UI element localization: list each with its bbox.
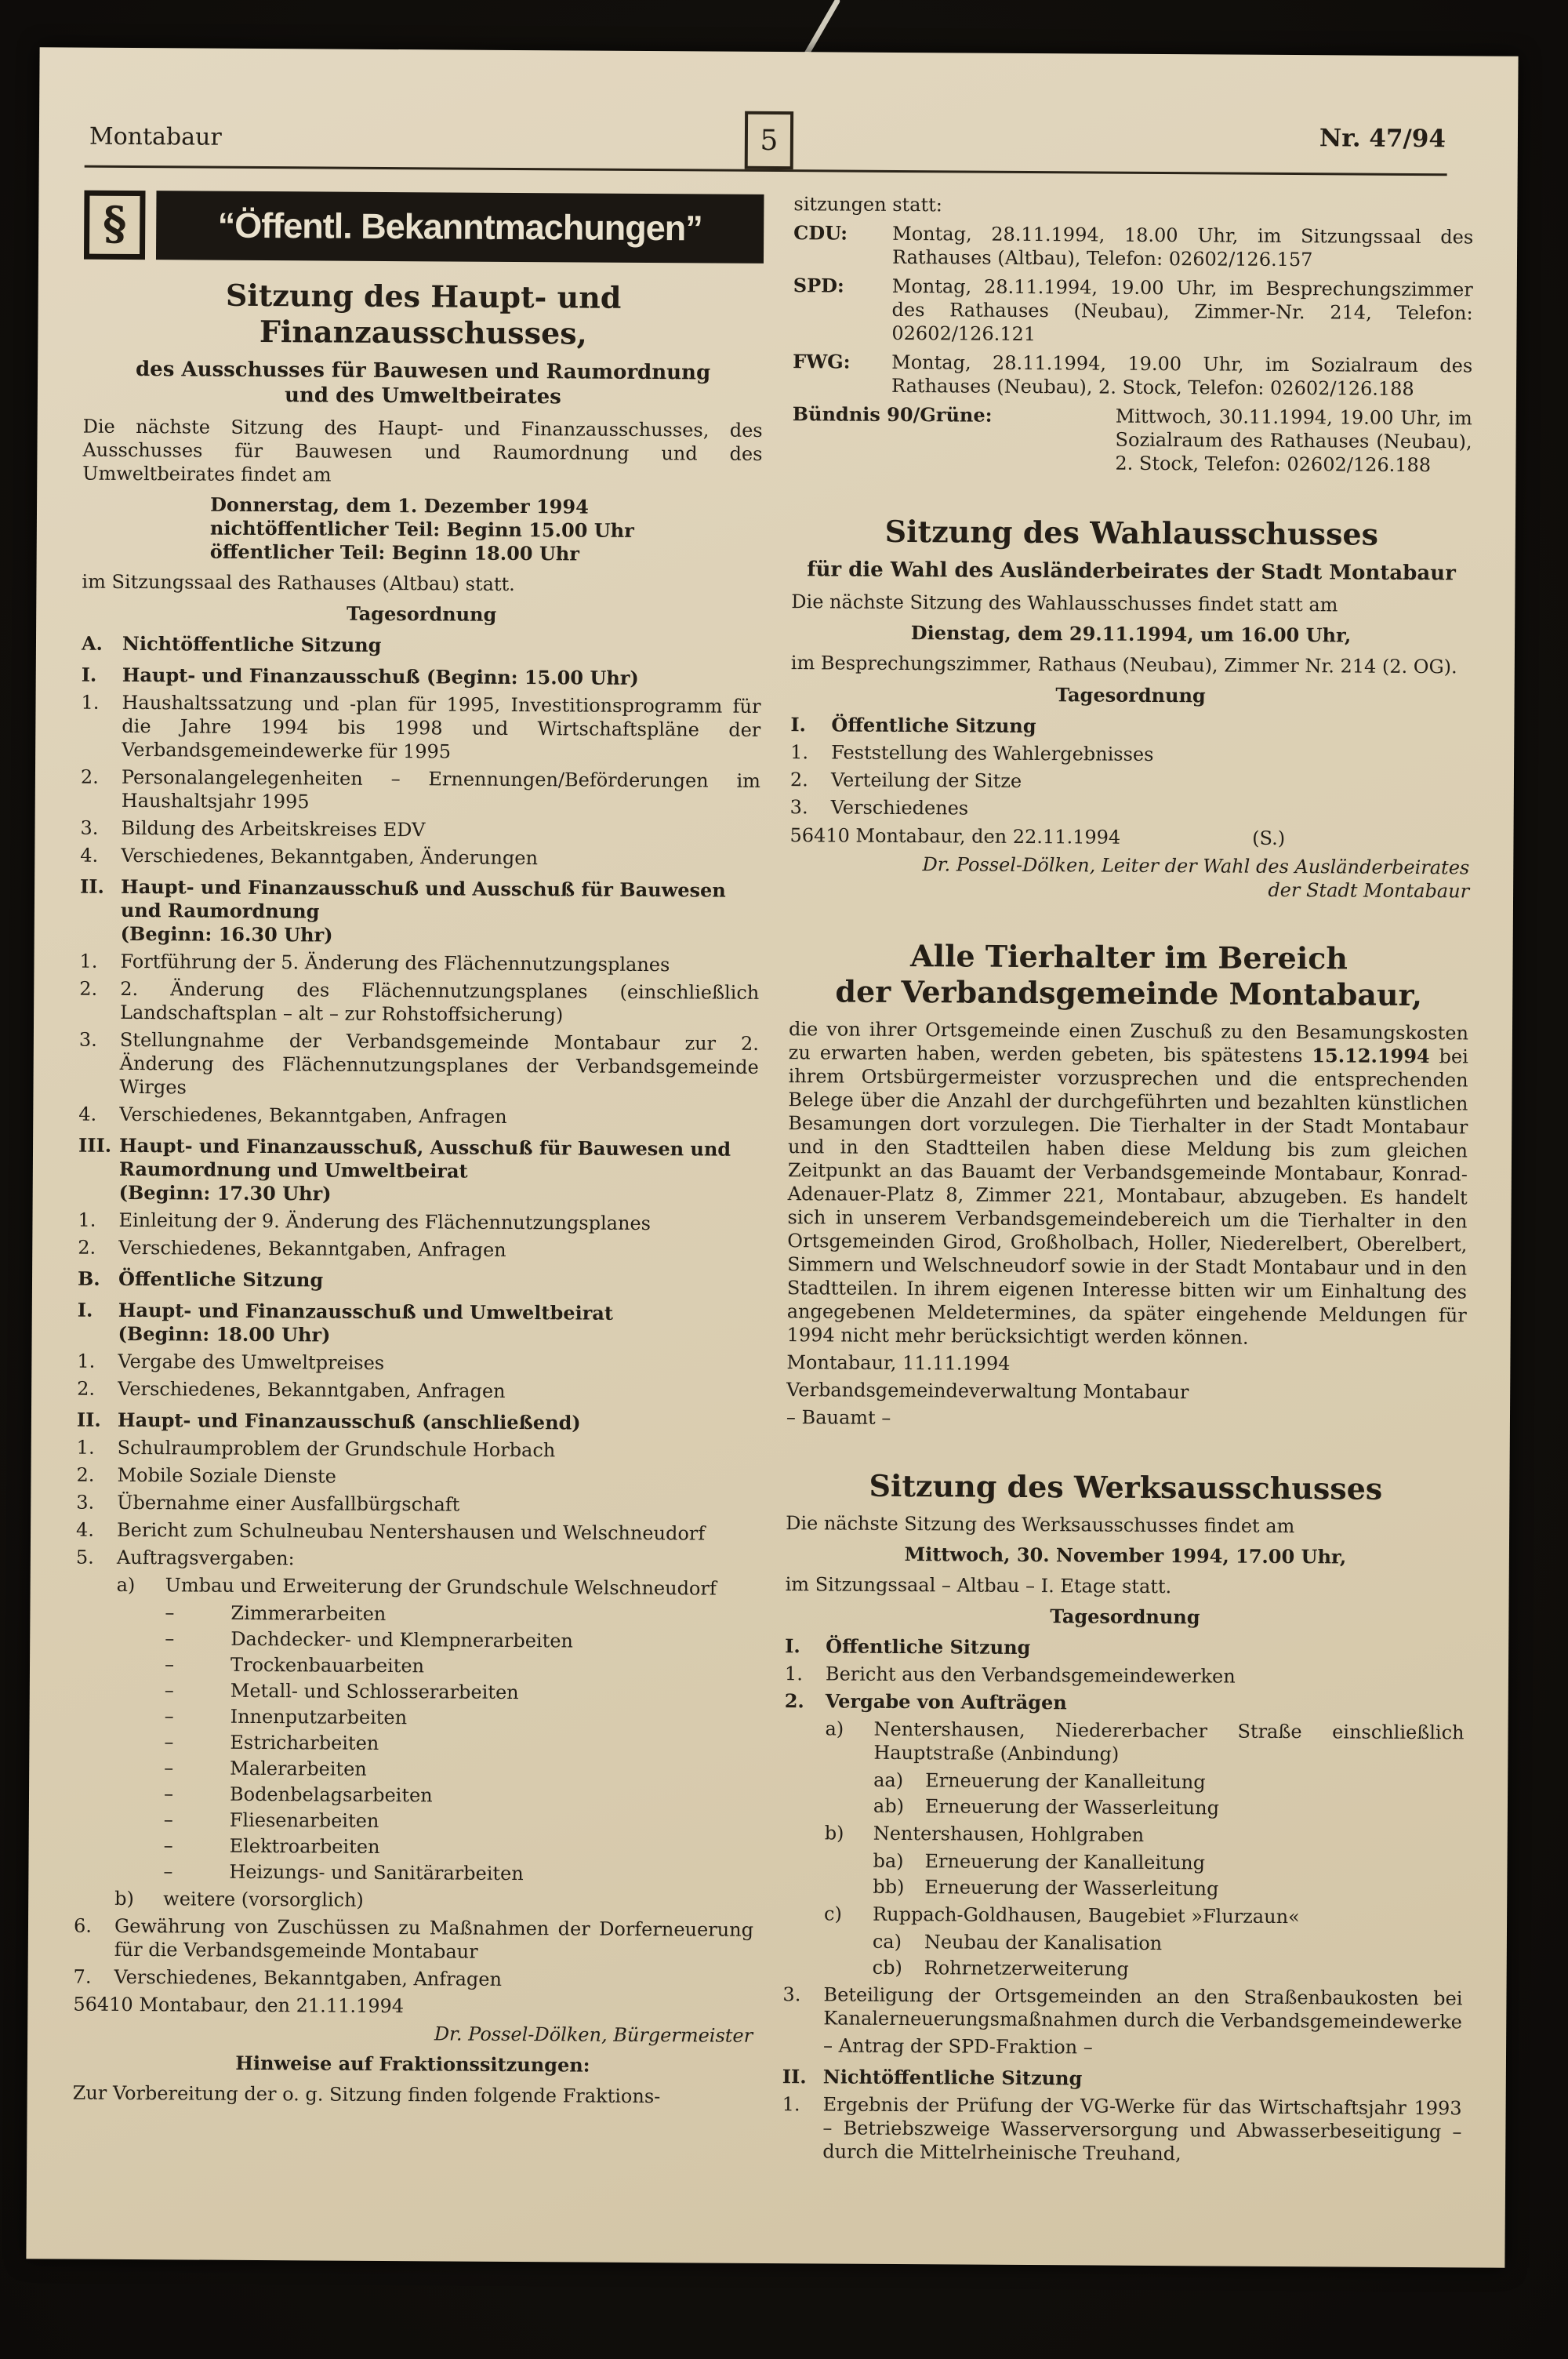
signature-line (789, 852, 1469, 903)
date-time-block (911, 621, 1352, 647)
agenda-title: Hinweise auf Fraktionssitzungen: (235, 2051, 590, 2077)
article-heading (786, 1467, 1465, 1507)
item-text: Bericht aus den Verbandsgemeindewerken (825, 1663, 1236, 1688)
item-marker: c) (824, 1903, 843, 1925)
article-heading (789, 937, 1469, 1013)
item-marker: II. (80, 874, 104, 898)
fraction-meeting-row (793, 221, 1473, 272)
item-marker: I. (81, 663, 97, 686)
agenda-item (785, 1662, 1465, 1689)
fraction-meeting-row (793, 350, 1472, 401)
item-text: Erneuerung der Kanalleitung (925, 1769, 1206, 1794)
fraction-meeting-row (792, 402, 1472, 477)
work-item (74, 1859, 753, 1887)
date-time-block (904, 1543, 1346, 1568)
item-text: Verschiedenes, Bekanntgaben, Änderungen (121, 844, 539, 870)
agenda-subitem (784, 1717, 1464, 1768)
item-marker: – (164, 1731, 174, 1754)
item-marker: bb) (873, 1875, 905, 1899)
item-marker: 2. (789, 769, 808, 791)
item-text (826, 1634, 1030, 1659)
item-text: 56410 Montabaur, den 22.11.1994 (789, 824, 1121, 849)
item-marker: 3. (789, 796, 808, 819)
item-marker: 1. (784, 1663, 803, 1685)
columns (27, 171, 1517, 2171)
agenda-item (81, 691, 761, 765)
item-marker: b) (114, 1887, 135, 1910)
item-marker: 3. (80, 816, 99, 839)
div: Haupt- und Finanzausschuß (anschließend) (117, 1408, 581, 1434)
item-text: 2. Änderung des Flächennutzungsplanes (einschließlich Landschaftsplan – alt – zur Rohstoffsicherung) (120, 977, 760, 1027)
item-text: Erneuerung der Kanalleitung (924, 1850, 1206, 1874)
div: Donnerstag, dem 1. Dezember 1994 (210, 493, 589, 518)
signature-line (73, 2020, 753, 2048)
div: Mittwoch, 30. November 1994, 17.00 Uhr, (904, 1543, 1347, 1568)
agenda-item (80, 844, 760, 871)
text-line: im Sitzungssaal – Altbau – I. Etage statt. (785, 1573, 1172, 1598)
paragraph: Die nächste Sitzung des Haupt- und Finanzausschusses, des Ausschusses für Bauwesen und Raumordnung und des Umweltbeirates findet am (82, 415, 763, 486)
item-marker: ba) (873, 1849, 904, 1873)
div: (Beginn: 18.00 Uhr) (118, 1321, 331, 1347)
agenda-item (74, 1965, 753, 1993)
agenda-item (76, 1463, 756, 1491)
item-marker: FWG: (793, 350, 851, 373)
div: für die Wahl des Ausländerbeirates der Stadt Montabaur (807, 558, 1456, 586)
item-text: Trockenbauarbeiten (230, 1653, 425, 1677)
item-text: Fliesenarbeiten (229, 1808, 379, 1832)
item-marker: 2. (80, 765, 99, 788)
item-marker: – (163, 1808, 173, 1831)
item-text: Erneuerung der Wasserleitung (924, 1795, 1220, 1819)
item-marker: II. (76, 1408, 101, 1431)
item-marker: B. (77, 1267, 100, 1290)
item-marker: 1. (78, 1209, 96, 1231)
agenda-item (81, 765, 760, 816)
item-marker: a) (116, 1573, 136, 1597)
item-marker: – (164, 1757, 174, 1779)
paragraph (787, 1017, 1469, 1350)
page-header (39, 47, 1519, 180)
dateline (789, 823, 1469, 851)
agenda-section-heading (77, 1408, 757, 1436)
item-text: Haushaltssatzung und -plan für 1995, Investitionsprogramm für die Jahre 1994 bis 1998 und Wirtschaftspläne der Verbandsgemeindewerke für 1995 (122, 691, 761, 763)
item-text (121, 875, 760, 950)
div: Öffentliche Sitzung (826, 1634, 1031, 1659)
item-text: Einleitung der 9. Änderung des Flächennutzungsplanes (118, 1209, 652, 1235)
item-marker: – (165, 1627, 175, 1650)
text-line: sitzungen statt: (793, 193, 943, 216)
spacer (789, 903, 1469, 927)
article-subheading (83, 357, 763, 411)
item-marker: 3. (76, 1491, 95, 1514)
item-marker: CDU: (793, 221, 848, 245)
item-text: Ruppach-Goldhausen, Baugebiet »Flurzaun« (873, 1903, 1300, 1928)
item-text: Heizungs- und Sanitärarbeiten (229, 1860, 524, 1885)
article-heading (83, 277, 764, 353)
agenda-subsubitem (783, 1848, 1463, 1876)
text-line: Die nächste Sitzung des Wahlausschusses findet statt am (791, 591, 1338, 616)
agenda-item (80, 816, 760, 844)
agenda-subsubitem (783, 1955, 1463, 1983)
item-text: Verteilung der Sitze (830, 769, 1022, 792)
item-text: Elektroarbeiten (229, 1834, 380, 1858)
announcements-banner (84, 191, 764, 264)
item-text (122, 663, 639, 690)
item-text (823, 2065, 1083, 2090)
agenda-item (790, 768, 1470, 795)
item-text: Rohrnetzerweiterung (924, 1957, 1129, 1980)
item-marker: – (163, 1860, 173, 1883)
spacer (786, 1433, 1466, 1457)
item-marker: 4. (78, 1103, 97, 1125)
item-marker: 4. (80, 844, 99, 867)
item-text: Innenputzarbeiten (230, 1705, 408, 1729)
item-marker: A. (81, 631, 103, 655)
item-text: Verschiedenes, Bekanntgaben, Anfragen (118, 1236, 506, 1261)
item-text: Feststellung des Wahlergebnisses (831, 741, 1154, 765)
item-text (831, 713, 1036, 738)
item-text: Malerarbeiten (230, 1757, 367, 1780)
item-marker: 7. (73, 1965, 92, 1988)
item-marker: 3. (78, 1028, 97, 1051)
item-marker: 2. (784, 1689, 804, 1713)
item-text: Estricharbeiten (230, 1731, 379, 1754)
item-marker: – (163, 1834, 173, 1857)
item-text: Neubau der Kanalisation (924, 1931, 1163, 1955)
div: Haupt- und Finanzausschuß und Umweltbeirat (118, 1298, 614, 1325)
item-text (118, 1408, 581, 1435)
item-marker: – (164, 1653, 175, 1676)
item-marker: – (164, 1679, 174, 1702)
agenda-item (78, 1209, 757, 1236)
div: Haupt- und Finanzausschuß und Ausschuß für Bauwesen und Raumordnung (120, 874, 726, 923)
item-marker: 5. (75, 1546, 94, 1568)
item-marker: 1. (79, 950, 98, 972)
agenda-item (78, 1103, 758, 1130)
agenda-subitem (76, 1573, 756, 1601)
agenda-section-heading (80, 875, 760, 950)
agenda-item (76, 1491, 756, 1518)
div: Nichtöffentliche Sitzung (822, 2065, 1083, 2090)
item-text: Montag, 28.11.1994, 18.00 Uhr, im Sitzungssaal des Rathauses (Altbau), Telefon: 02602/126.157 (891, 222, 1474, 271)
span: die von ihrer Ortsgemeinde einen Zuschuß zu den Besamungskosten zu erwarten haben, werden gebeten, bis spätestens (788, 1018, 1469, 1067)
spacer (792, 478, 1472, 503)
item-marker: – (164, 1705, 174, 1728)
work-item (75, 1678, 755, 1706)
item-marker: – (163, 1783, 174, 1805)
div: der Stadt Montabaur (1268, 878, 1470, 903)
agenda-section-heading (782, 2065, 1462, 2092)
item-marker: I. (790, 713, 807, 736)
work-item (74, 1834, 754, 1861)
item-text: Mobile Soziale Dienste (117, 1463, 336, 1488)
div: Dr. Possel-Dölken, Bürgermeister (434, 2023, 753, 2047)
agenda-item (790, 795, 1470, 823)
item-marker: cb) (872, 1956, 902, 1979)
article-subheading (791, 557, 1471, 586)
div: Sitzung des Wahlausschusses (884, 513, 1379, 552)
item-marker: – (165, 1601, 175, 1624)
fraction-meeting-row (793, 274, 1473, 348)
paragraph: im Besprechungszimmer, Rathaus (Neubau), Zimmer Nr. 214 (2. OG). (790, 652, 1457, 678)
text-line: Die nächste Sitzung des Werksausschusses findet am (786, 1512, 1295, 1538)
agenda-subitem (784, 1821, 1464, 1848)
item-text: Ergebnis der Prüfung der VG-Werke für das Wirtschaftsjahr 1993 – Betriebszweige Wasserversorgung und Abwasserbeseitigung – durch die Mittelrheinische Treuhand, (822, 2093, 1462, 2165)
item-text: Auftragsvergaben: (116, 1546, 295, 1570)
agenda-section-heading (78, 1299, 757, 1350)
section-sign-icon: § (84, 191, 146, 260)
item-marker: Bündnis 90/Grüne: (792, 402, 993, 427)
item-marker: 1. (790, 741, 809, 764)
div: Finanzausschusses, (259, 313, 587, 351)
agenda-title: Tagesordnung (347, 602, 497, 626)
work-item (75, 1652, 755, 1680)
div: Öffentliche Sitzung (831, 713, 1036, 738)
item-text: Stellungnahme der Verbandsgemeinde Montabaur zur 2. Änderung des Flächennutzungsplanes der Verbandsgemeinde Wirges (119, 1028, 759, 1099)
item-text (122, 632, 382, 657)
item-text (119, 1134, 759, 1209)
agenda-item (76, 1546, 756, 1573)
item-text: Metall- und Schlosserarbeiten (230, 1679, 519, 1704)
left-column (72, 184, 764, 2167)
agenda-item (74, 1914, 753, 1965)
item-text: Bodenbelagsarbeiten (229, 1783, 433, 1807)
article-heading (792, 513, 1472, 553)
item-text: Mittwoch, 30.11.1994, 19.00 Uhr, im Sozialraum des Rathauses (Neubau), 2. Stock, Telefon: 02602/126.188 (1115, 405, 1472, 477)
item-marker: 2. (78, 1236, 96, 1259)
item-marker: b) (824, 1822, 844, 1845)
agenda-item (782, 1983, 1462, 2034)
agenda-item (79, 950, 759, 977)
item-marker: ca) (872, 1930, 902, 1954)
item-text: Beteiligung der Ortsgemeinden an den Straßenbaukosten bei Kanalerneuerungsmaßnahmen durch die Verbandsgemeindewerke (823, 1983, 1463, 2034)
div: Dr. Possel-Dölken, Leiter der Wahl des Ausländerbeirates (922, 853, 1470, 879)
agenda-item (785, 1689, 1465, 1717)
item-text: Verschiedenes, Bekanntgaben, Anfragen (114, 1965, 503, 1990)
item-text: Umbau und Erweiterung der Grundschule Welschneudorf (165, 1574, 717, 1600)
div: und des Umweltbeirates (284, 383, 561, 409)
div: der Verbandsgemeinde Montabaur, (835, 973, 1423, 1013)
agenda-item (78, 1028, 759, 1103)
page-number: 5 (760, 124, 779, 157)
issue-number: Nr. 47/94 (1319, 124, 1446, 154)
agenda-subsubitem (784, 1768, 1464, 1795)
text-line: Verbandsgemeindeverwaltung Montabaur (786, 1379, 1189, 1404)
item-marker: ab) (873, 1794, 905, 1818)
item-text: Übernahme einer Ausfallbürgschaft (117, 1491, 460, 1516)
div: Sitzung des Haupt- und (225, 277, 622, 315)
div: öffentlicher Teil: Beginn 18.00 Uhr (209, 540, 579, 565)
item-marker: SPD: (793, 274, 844, 297)
item-text: Dachdecker- und Klempnerarbeiten (230, 1627, 574, 1652)
agenda-item (790, 740, 1470, 768)
item-marker: a) (825, 1717, 844, 1740)
text-line: Montabaur, 11.11.1994 (786, 1351, 1011, 1375)
work-item (75, 1601, 755, 1628)
item-text: Gewährung von Zuschüssen zu Maßnahmen der Dorferneuerung für die Verbandsgemeinde Montabaur (114, 1914, 754, 1963)
item-marker: I. (77, 1298, 93, 1321)
item-text: Schulraumproblem der Grundschule Horbach (117, 1436, 556, 1462)
page-number-box (745, 111, 793, 169)
item-text: Verschiedenes, Bekanntgaben, Anfragen (119, 1103, 507, 1128)
div: Sitzung des Werksausschusses (869, 1467, 1383, 1507)
text-line: Zur Vorbereitung der o. g. Sitzung finden folgende Fraktions- (72, 2081, 661, 2108)
item-marker: 6. (73, 1914, 92, 1937)
item-marker: 1. (76, 1436, 95, 1459)
page-sheet (26, 47, 1518, 2267)
item-marker: II. (782, 2065, 807, 2088)
item-note: – Antrag der SPD-Fraktion – (822, 2034, 1093, 2059)
agenda-section-heading (82, 663, 761, 691)
text-line: im Sitzungssaal des Rathauses (Altbau) statt. (82, 570, 515, 595)
item-text: Zimmerarbeiten (230, 1601, 387, 1626)
item-marker: 1. (782, 2093, 800, 2116)
agenda-item (79, 977, 759, 1028)
agenda-section-heading (78, 1267, 757, 1295)
work-item (75, 1627, 755, 1654)
div: Dienstag, dem 29.11.1994, um 16.00 Uhr, (910, 621, 1352, 647)
item-text: Vergabe des Umweltpreises (118, 1350, 385, 1374)
text-line: – Bauamt – (786, 1406, 891, 1429)
item-marker: 2. (79, 977, 98, 1000)
agenda-item (77, 1350, 757, 1377)
div: des Ausschusses für Bauwesen und Raumordnung (135, 358, 711, 385)
item-text: weitere (vorsorglich) (163, 1888, 364, 1911)
item-marker: III. (78, 1133, 112, 1157)
item-marker: 2. (76, 1463, 95, 1486)
agenda-section-heading (785, 1634, 1465, 1662)
item-text: Montag, 28.11.1994, 19.00 Uhr, im Sozialraum des Rathauses (Neubau), 2. Stock, Telefon: 02602/126.188 (891, 351, 1473, 400)
item-text (118, 1267, 323, 1292)
item-text: Erneuerung der Wasserleitung (924, 1876, 1219, 1900)
div: (Beginn: 16.30 Uhr) (120, 921, 333, 947)
item-marker: 3. (782, 1983, 801, 2006)
div: nichtöffentlicher Teil: Beginn 15.00 Uhr (209, 516, 634, 542)
div: Alle Tierhalter im Bereich (909, 938, 1348, 976)
item-marker: aa) (873, 1768, 904, 1792)
item-text: Verschiedenes (830, 796, 969, 820)
b: 15.12.1994 (1312, 1044, 1430, 1068)
agenda-subsubitem (783, 1929, 1463, 1957)
agenda-title: Tagesordnung (1050, 1605, 1200, 1629)
work-item (74, 1782, 754, 1809)
agenda-subsubitem (783, 1874, 1463, 1902)
agenda-item (77, 1377, 757, 1405)
agenda-section-heading (790, 713, 1470, 740)
item-text (118, 1299, 614, 1349)
date-time-block (210, 493, 634, 566)
work-item (74, 1730, 754, 1757)
item-text: Nentershausen, Niedererbacher Straße einschließlich Hauptstraße (Anbindung) (873, 1717, 1465, 1765)
agenda-subitem (74, 1887, 753, 1914)
agenda-item (782, 2092, 1462, 2167)
item-text: Montag, 28.11.1994, 19.00 Uhr, im Besprechungszimmer des Rathauses (Neubau), Zimmer-Nr. 214, Telefon: 02602/126.121 (891, 274, 1473, 346)
text-line: 56410 Montabaur, den 21.11.1994 (73, 1993, 405, 2018)
right-column (782, 188, 1473, 2171)
div: Haupt- und Finanzausschuß, Ausschuß für Bauwesen und Raumordnung und Umweltbeirat (118, 1133, 731, 1183)
region-title: Montabaur (89, 122, 222, 151)
item-text: Fortführung der 5. Änderung des Flächennutzungsplanes (120, 950, 670, 976)
initials-note: (S.) (1252, 827, 1286, 849)
item-marker: 4. (75, 1518, 95, 1541)
item-marker: 1. (81, 691, 100, 714)
agenda-item (76, 1518, 756, 1546)
work-item (74, 1808, 754, 1835)
item-text: Bildung des Arbeitskreises EDV (121, 816, 426, 841)
agenda-subsubitem (784, 1794, 1464, 1821)
div: (Beginn: 17.30 Uhr) (118, 1180, 332, 1205)
agenda-section-heading (82, 632, 761, 660)
div: Haupt- und Finanzausschuß (Beginn: 15.00 Uhr) (122, 663, 639, 689)
item-marker: I. (785, 1634, 800, 1658)
item-text: Nentershausen, Hohlgraben (873, 1822, 1145, 1846)
item-marker: 2. (77, 1377, 96, 1400)
div: Öffentliche Sitzung (118, 1267, 324, 1292)
item-marker: 1. (77, 1350, 96, 1372)
work-item (75, 1704, 755, 1732)
item-text: Bericht zum Schulneubau Nentershausen und Welschneudorf (116, 1518, 706, 1545)
item-text: Verschiedenes, Bekanntgaben, Anfragen (118, 1377, 506, 1402)
item-text: Vergabe von Aufträgen (825, 1689, 1067, 1714)
agenda-item (78, 1236, 757, 1263)
agenda-title: Tagesordnung (1055, 683, 1206, 707)
item-text: Personalangelegenheiten – Ernennungen/Beförderungen im Haushaltsjahr 1995 (121, 765, 761, 813)
agenda-item (77, 1436, 757, 1463)
agenda-subitem (783, 1902, 1463, 1929)
work-item (74, 1756, 754, 1783)
banner-title: “Öffentl. Bekanntmachungen” (156, 191, 764, 264)
agenda-section-heading (78, 1134, 759, 1209)
span: bei ihrem Ortsbürgermeister vorzusprechen und die entsprechenden Belege über die Anzahl der durchgeführten und bezahlten künstlichen Besamungen dort vorzulegen. Die Tierhalter in der Stadt Montabaur und in den Stadtteilen haben diese Meldung bis zum gleichen Zeitpunkt an das Bauamt der Verbandsgemeinde Montabaur, Konrad-Adenauer-Platz 8, Zimmer 221, Montabaur, abzugeben. Es handelt sich in unserem Verbandsgemeindebereich um die Tierhalter in den Ortsgemeinden Girod, Großholbach, Holler, Niederelbert, Oberelbert, Simmern und Welschneudorf sowie in der Stadt Montabaur und in den Stadtteilen. In ihrem eigenen Interesse bitten wir um Einhaltung des angegebenen Meldetermines, da später eingehende Meldungen für 1994 nicht mehr berücksichtigt werden können. (786, 1045, 1468, 1349)
div: Nichtöffentliche Sitzung (122, 631, 382, 656)
